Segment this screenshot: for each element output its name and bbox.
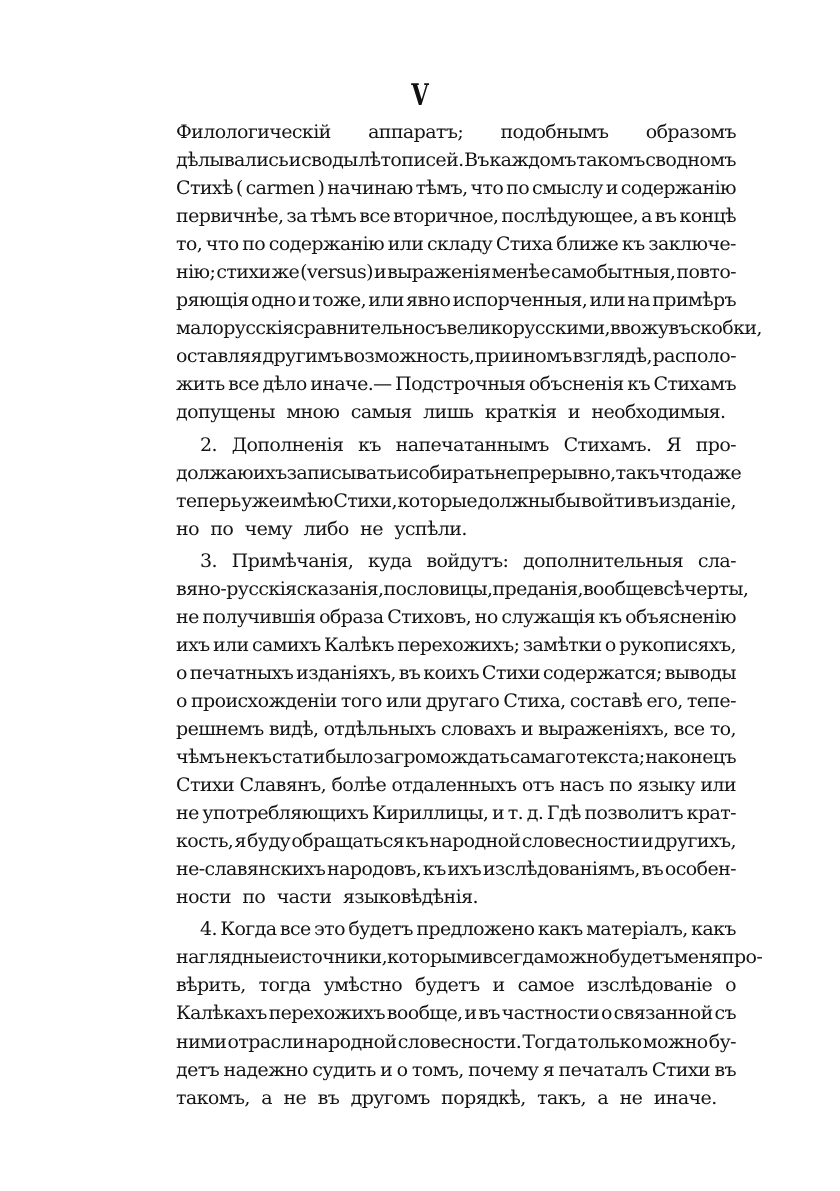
text-line: то, что по содержанію или складу Стиха ближе къ заключе-: [176, 233, 736, 256]
text-line: 4. Когда все это будетъ предложено какъ матеріалъ, какъ: [200, 918, 736, 941]
text-line: решнемъ видѣ, отдѣльныхъ словахъ и выраженіяхъ, все то,: [176, 717, 736, 740]
text-line: малорусскія сравнительно съ великорусскими, ввожу въ скобки,: [176, 317, 762, 340]
text-line: Стихи Славянъ, болѣе отдаленныхъ отъ насъ по языку или: [176, 774, 736, 797]
text-line: о происхожденіи того или другаго Стиха, составѣ его, тепе-: [176, 689, 736, 712]
text-line: не получившія образа Стиховъ, но служащія къ объясненію: [176, 605, 736, 628]
paragraph-2: [176, 431, 742, 543]
text-line: Калѣкахъ перехожихъ вообще, и въ частности о связанной съ: [176, 1002, 736, 1025]
text-line: кость, я буду обращаться къ народной словесности и другихъ,: [176, 830, 736, 853]
text-line: Стихѣ ( carmen ) начинаю тѣмъ, что по смыслу и содержанію: [176, 177, 736, 200]
page-number: V: [411, 78, 429, 113]
paragraph-1: [176, 118, 762, 427]
text-line: жить все дѣло иначе.— Подстрочныя объсненія къ Стихамъ: [176, 373, 736, 396]
text-line: нію; стихи же (versus) и выраженія менѣе самобытныя, повто-: [176, 261, 736, 284]
text-line: вяно-русскія сказанія, пословицы, преданія, вообще всѣ черты,: [176, 577, 749, 600]
text-line: детъ надежно судить и о томъ, почему я печаталъ Стихи въ: [176, 1058, 736, 1081]
paragraph-4: [176, 915, 763, 1111]
text-line: ности по части языковѣдѣнія.: [176, 886, 478, 909]
text-line: ряющія одно и тоже, или явно испорченныя, или на примѣръ: [176, 289, 736, 312]
text-line: чѣмъ не къ стати было загромождать самаго текста; наконецъ: [176, 746, 736, 769]
text-line: Филологическій аппаратъ; подобнымъ образомъ: [176, 121, 736, 143]
text-line: не-славянскихъ народовъ, къ ихъ изслѣдованіямъ, въ особен-: [176, 858, 736, 881]
text-line: первичнѣе, за тѣмъ все вторичное, послѣдующее, а въ концѣ: [176, 205, 736, 228]
text-line: допущены мною самыя лишь краткія и необходимыя.: [176, 401, 726, 424]
text-line: оставляя другимъ возможность, при иномъ взглядѣ, располо-: [176, 345, 736, 368]
text-line: дѣлывались и своды лѣтописей. Въ каждомъ такомъ сводномъ: [176, 149, 736, 172]
text-line: 3. Примѣчанія, куда войдутъ: дополнительныя сла-: [200, 549, 736, 572]
text-line: о печатныхъ изданіяхъ, въ коихъ Стихи содержатся; выводы: [176, 661, 736, 684]
text-line: такомъ, а не въ другомъ порядкѣ, такъ, а не иначе.: [176, 1086, 717, 1109]
text-line: наглядные источники, которыми всегда можно будетъ меня про-: [176, 946, 763, 969]
text-line: вѣрить, тогда умѣстно будетъ и самое изслѣдованіе о: [176, 974, 736, 997]
text-line: должаю ихъ записывать и собирать непрерывно, такъ что даже: [176, 461, 742, 484]
body-text: [176, 118, 763, 1112]
text-line: ними отрасли народной словесности. Тогда только можно бу-: [176, 1030, 736, 1053]
text-line: ихъ или самихъ Калѣкъ перехожихъ; замѣтки о рукописяхъ,: [176, 633, 736, 656]
text-line: не употребляющихъ Кириллицы, и т. д. Гдѣ позволитъ крат-: [176, 802, 736, 825]
text-line: теперь уже имѣю Стихи, которые должны бы войти въ изданіе,: [176, 489, 736, 512]
text-line: 2. Дополненія къ напечатаннымъ Стихамъ. Я про-: [200, 433, 736, 456]
text-line: но по чему либо не успѣли.: [176, 517, 467, 540]
paragraph-3: [176, 547, 749, 912]
